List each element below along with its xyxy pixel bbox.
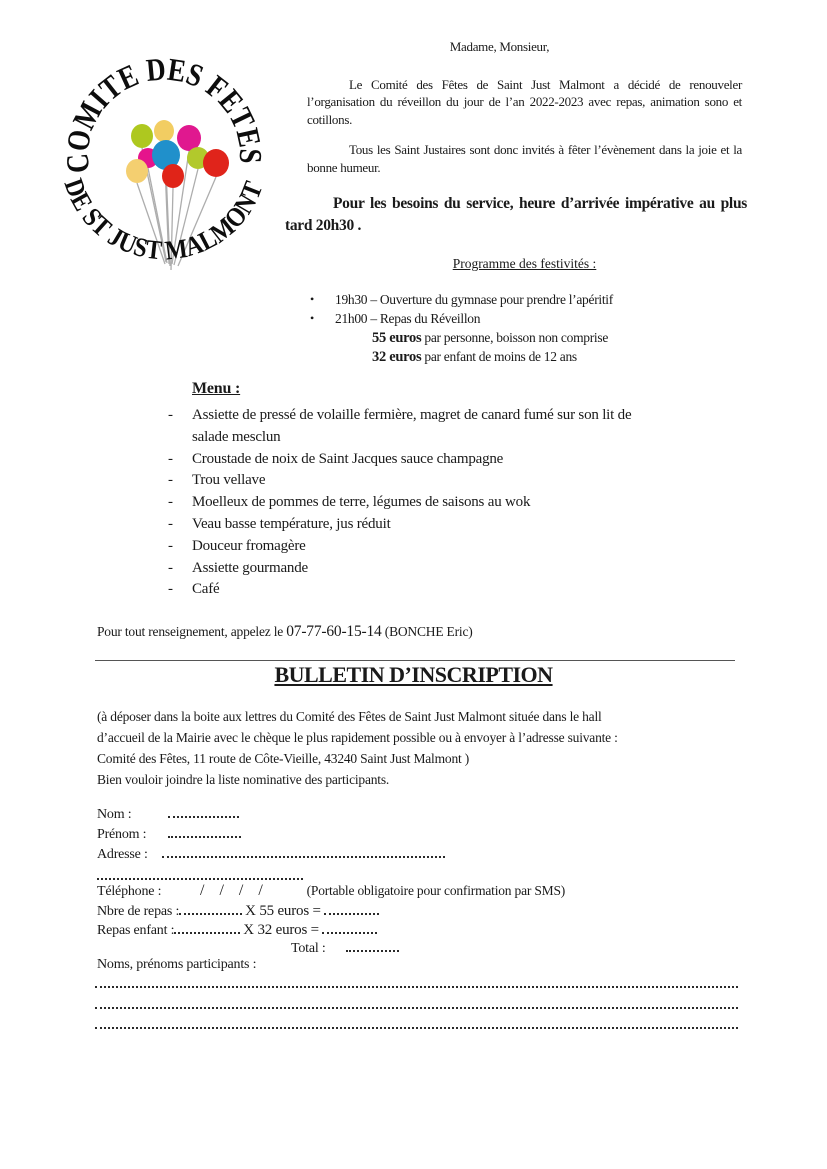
menu-item <box>168 558 653 580</box>
menu-item-text: Assiette gourmande <box>192 559 308 576</box>
bulletin-note-line: (à déposer dans la boite aux lettres du Comité des Fêtes de Saint Just Malmont située dans le hall <box>97 709 602 724</box>
bullet-icon: • <box>310 311 314 325</box>
adresse-field-label: Adresse : <box>97 847 148 862</box>
price-rest: par personne, boisson non comprise <box>421 330 609 345</box>
participants-write-line-1 <box>95 986 738 988</box>
dash-marker: - <box>168 472 173 489</box>
intro-paragraph-2: Tous les Saint Justaires sont donc invités à fêter l’évènement dans la joie et la bonne humeur. <box>307 142 742 175</box>
comite-logo <box>30 20 298 297</box>
total-row <box>291 939 399 957</box>
price-amount: 55 euros <box>372 330 422 346</box>
prenom-write-line <box>168 825 241 838</box>
total-write-line <box>346 939 399 952</box>
adresse-write-line-2 <box>97 867 303 880</box>
comite-logo-graphic <box>30 20 298 292</box>
program-item-text: 21h00 – Repas du Réveillon <box>335 311 481 326</box>
nom-field-row <box>97 805 239 823</box>
dash-marker: - <box>168 559 173 576</box>
telephone-write-slots: / / / / <box>200 882 263 899</box>
total-label: Total : <box>291 941 326 956</box>
contact-phone-number: 07-77-60-15-14 <box>286 623 382 640</box>
program-title: Programme des festivités : <box>452 256 597 271</box>
repas-enfant-label: Repas enfant : <box>97 923 175 938</box>
repas-enfant-total-line <box>322 921 377 934</box>
nbre-repas-write-line <box>179 902 242 915</box>
menu-item-text: Café <box>192 581 220 598</box>
menu-item-text: Assiette de pressé de volaille fermière, magret de canard fumé sur son lit de salade mesclun <box>192 407 632 445</box>
nbre-repas-label: Nbre de repas : <box>97 904 180 919</box>
arrival-notice: Pour les besoins du service, heure d’arrivée impérative au plus tard 20h30 . <box>285 195 747 234</box>
menu-item-text: Trou vellave <box>192 472 266 489</box>
menu-item <box>168 470 653 492</box>
bulletin-note-line: Comité des Fêtes, 11 route de Côte-Vieille, 43240 Saint Just Malmont ) <box>97 751 470 766</box>
program-item <box>310 290 750 309</box>
menu-item <box>168 492 653 514</box>
dash-marker: - <box>168 581 173 598</box>
salutation: Madame, Monsieur, <box>449 39 550 54</box>
prenom-field-label: Prénom : <box>97 827 147 842</box>
nom-field-label: Nom : <box>97 807 132 822</box>
bulletin-note-line: d’accueil de la Mairie avec le chèque le plus rapidement possible ou à envoyer à l’adresse suivante : <box>97 730 618 745</box>
svg-text:DE ST JUST MALMONT <box>58 175 268 266</box>
price-lines <box>372 329 608 366</box>
logo-arc-bottom-text: DE ST JUST MALMONT <box>58 174 270 266</box>
menu-title: Menu : <box>192 380 241 397</box>
participants-row <box>97 957 256 973</box>
dash-marker: - <box>168 450 173 467</box>
prenom-field-row <box>97 825 241 843</box>
bulletin-note <box>97 706 745 790</box>
menu-item-text: Moelleux de pommes de terre, légumes de saisons au wok <box>192 494 531 511</box>
contact-prefix: Pour tout renseignement, appelez le <box>97 624 287 639</box>
bullet-icon: • <box>310 292 314 306</box>
contact-line <box>97 623 473 641</box>
price-amount: 32 euros <box>372 348 422 365</box>
menu-item <box>168 579 653 601</box>
dash-marker: - <box>168 407 173 423</box>
repas-enfant-row <box>97 921 377 939</box>
menu-item-text: Douceur fromagère <box>192 537 306 554</box>
telephone-field-row <box>97 882 565 900</box>
program-item-text: 19h30 – Ouverture du gymnase pour prendre l’apéritif <box>335 292 613 307</box>
adresse-write-line <box>162 845 445 858</box>
menu-item <box>168 449 653 471</box>
balloons-icon <box>126 120 229 188</box>
bulletin-title: BULLETIN D’INSCRIPTION <box>274 662 553 687</box>
intro-paragraph-1: Le Comité des Fêtes de Saint Just Malmont a décidé de renouveler l’organisation du réveillon du jour de l’an 2022-2023 avec repas, animation sono et cotillons. <box>307 76 742 127</box>
price-line-adult <box>372 329 608 348</box>
nbre-repas-total-line <box>324 902 379 915</box>
dash-marker: - <box>168 494 173 511</box>
logo-arc-top-text: COMITE DES FETES <box>58 50 270 175</box>
participants-write-line-2 <box>95 1007 738 1009</box>
program-item <box>310 309 750 328</box>
price-rest: par enfant de moins de 12 ans <box>421 348 577 364</box>
nbre-repas-row <box>97 902 379 920</box>
adresse-field-row <box>97 845 445 863</box>
menu-section <box>168 380 653 601</box>
price-line-child <box>372 348 608 367</box>
nom-write-line <box>168 805 239 818</box>
bulletin-note-line: Bien vouloir joindre la liste nominative des participants. <box>97 772 390 787</box>
program-list <box>310 290 750 328</box>
letter-intro <box>307 38 742 189</box>
menu-item-text: Veau basse température, jus réduit <box>192 515 391 532</box>
nbre-repas-multiplier: X 55 euros = <box>245 903 321 919</box>
section-separator <box>95 660 735 661</box>
menu-item <box>168 514 653 536</box>
repas-enfant-multiplier: X 32 euros = <box>243 922 319 938</box>
contact-suffix: (BONCHE Eric) <box>381 624 473 639</box>
participants-write-line-3 <box>95 1027 738 1029</box>
dash-marker: - <box>168 537 173 554</box>
telephone-field-label: Téléphone : <box>97 884 162 899</box>
menu-item <box>168 405 653 449</box>
dash-marker: - <box>168 515 173 532</box>
menu-item <box>168 536 653 558</box>
menu-item-text: Croustade de noix de Saint Jacques sauce champagne <box>192 450 504 467</box>
participants-label: Noms, prénoms participants : <box>97 957 257 972</box>
telephone-note: (Portable obligatoire pour confirmation par SMS) <box>306 883 566 898</box>
repas-enfant-write-line <box>174 921 240 934</box>
